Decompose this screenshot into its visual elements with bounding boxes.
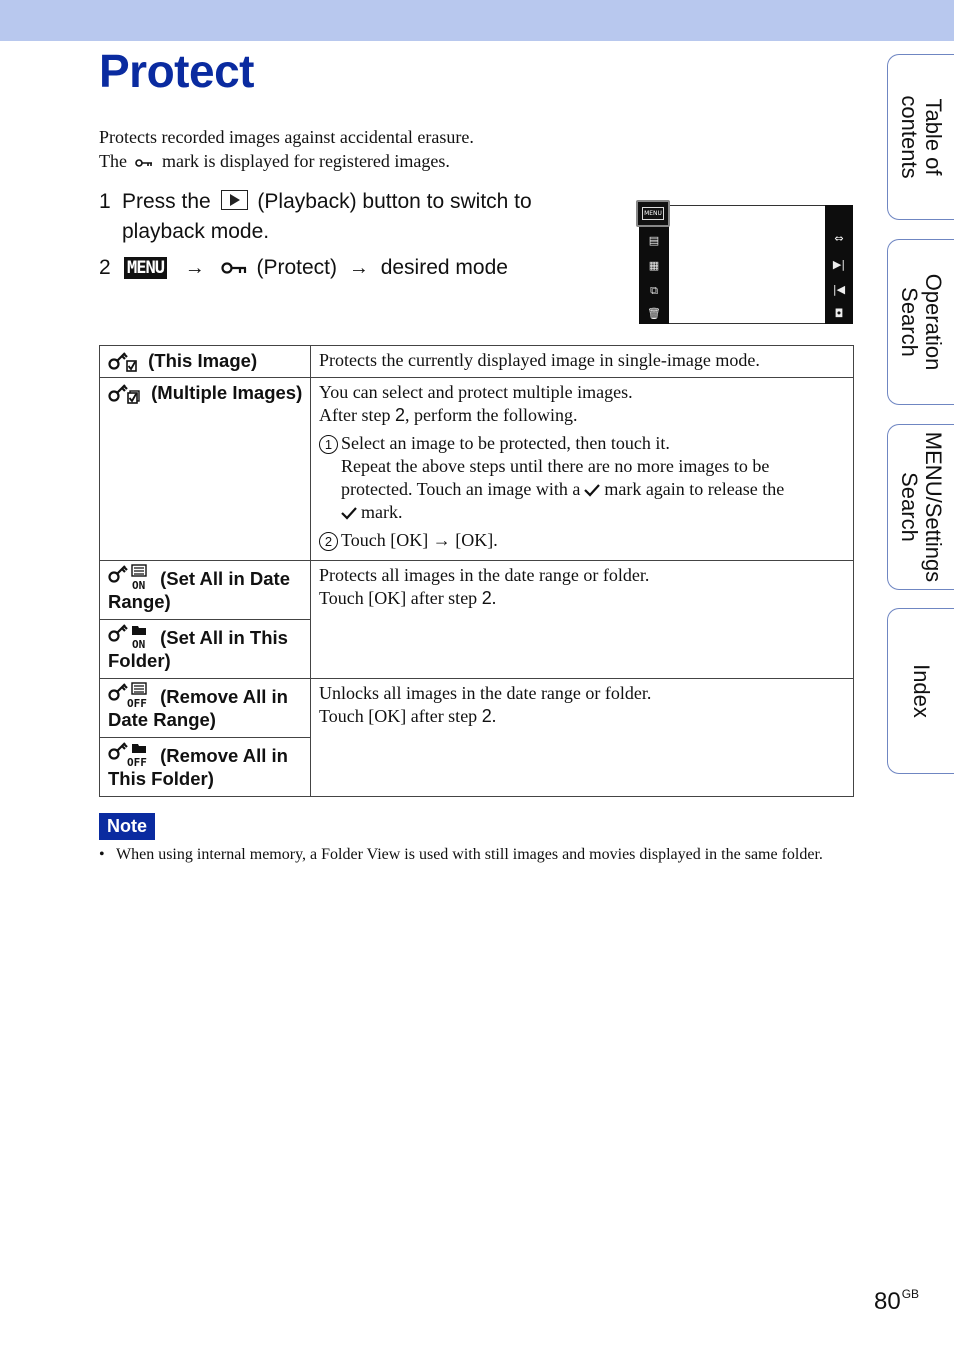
note-text: • When using internal memory, a Folder View is used with still images and movies displayed in the same folder. — [99, 846, 823, 863]
page-number: $80^{GB}$ — [874, 1287, 920, 1315]
mode-remove-all-date-range: OFF (Remove All in Date Range) — [100, 679, 311, 738]
trash-icon[interactable]: 🗑 — [647, 307, 661, 320]
sub-step-1: 1 Select an image to be protected, then touch it. Repeat the above steps until there are no more images to be protected. Touch an image with a mark again to release the mark. — [319, 432, 845, 524]
mode-multiple-images: (Multiple Images) — [100, 378, 311, 561]
playback-icon — [221, 190, 248, 210]
camera-icon[interactable]: ◘ — [834, 307, 844, 320]
step-1: 1 Press the (Playback) button to switch to playback mode. — [99, 190, 532, 243]
table-row — [100, 561, 854, 620]
menu-icon: MENU — [124, 257, 167, 279]
step-2: 2 MENU → (Protect) → desired mode — [99, 253, 619, 283]
checkmark-icon — [341, 506, 357, 520]
prev-icon[interactable]: |◀ — [832, 283, 846, 296]
grid-icon[interactable]: ▦ — [648, 259, 660, 272]
key-icon — [135, 158, 153, 168]
screen-image-area — [669, 205, 825, 324]
tab-operation-search[interactable]: Operation Search — [887, 239, 954, 405]
arrow-icon: → — [184, 257, 205, 279]
tab-menu-settings-search[interactable]: MENU/Settings Search — [887, 424, 954, 590]
screen-menu-button[interactable]: MENU — [636, 200, 670, 227]
intro-line-2: The mark is displayed for registered images. — [99, 151, 450, 171]
table-row — [100, 378, 854, 561]
protect-on-folder-icon — [108, 623, 150, 649]
protect-off-date-icon — [108, 682, 150, 708]
stack-icon[interactable]: ⧉ — [650, 284, 658, 297]
camera-screen-illustration — [636, 200, 854, 326]
arrow-icon: → — [432, 530, 451, 550]
list-icon[interactable]: ▤ — [648, 234, 660, 247]
protect-on-date-icon — [108, 564, 150, 590]
svg-text:ON: ON — [132, 579, 146, 590]
desc-this-image: Protects the currently displayed image in single-image mode. — [311, 346, 854, 378]
key-icon — [221, 261, 247, 275]
desc-remove-all: Unlocks all images in the date range or folder. Touch [OK] after step 2. — [311, 679, 854, 797]
desc-multiple-images: You can select and protect multiple images. After step 2, perform the following. 1 Select an image to be protected, then touch it. Repeat the above steps until there are no more images to be protected. Touch an image with a mark again to release the mark. 2 Touch [OK] → [OK]. — [311, 378, 854, 561]
tab-index[interactable]: Index — [887, 608, 954, 774]
top-bar — [0, 0, 954, 41]
protect-single-icon — [108, 350, 138, 372]
table-row — [100, 679, 854, 738]
mode-set-all-date-range: ON (Set All in Date Range) — [100, 561, 311, 620]
resize-icon[interactable]: ⇔ — [834, 232, 844, 245]
mode-remove-all-folder: OFF (Remove All in This Folder) — [100, 738, 311, 797]
checkmark-icon — [584, 483, 600, 497]
protect-off-folder-icon — [108, 741, 150, 767]
table-row — [100, 346, 854, 378]
intro-line-1: Protects recorded images against accidental erasure. — [99, 127, 474, 147]
desc-set-all: Protects all images in the date range or folder. Touch [OK] after step 2. — [311, 561, 854, 679]
svg-text:ON: ON — [132, 638, 146, 649]
note-badge: Note — [99, 813, 155, 840]
svg-text:OFF: OFF — [127, 697, 147, 708]
page-title: Protect — [99, 45, 254, 97]
protect-multiple-icon — [108, 382, 141, 404]
mode-set-all-folder: ON (Set All in This Folder) — [100, 620, 311, 679]
sub-step-2: 2 Touch [OK] → [OK]. — [319, 529, 845, 552]
steps — [99, 187, 619, 283]
arrow-icon: → — [348, 257, 369, 279]
protect-modes-table — [99, 345, 854, 797]
tab-table-of-contents[interactable]: Table of contents — [887, 54, 954, 220]
svg-text:OFF: OFF — [127, 756, 147, 767]
next-icon[interactable]: ▶| — [832, 258, 846, 271]
intro — [99, 125, 474, 173]
mode-this-image: (This Image) — [100, 346, 311, 378]
